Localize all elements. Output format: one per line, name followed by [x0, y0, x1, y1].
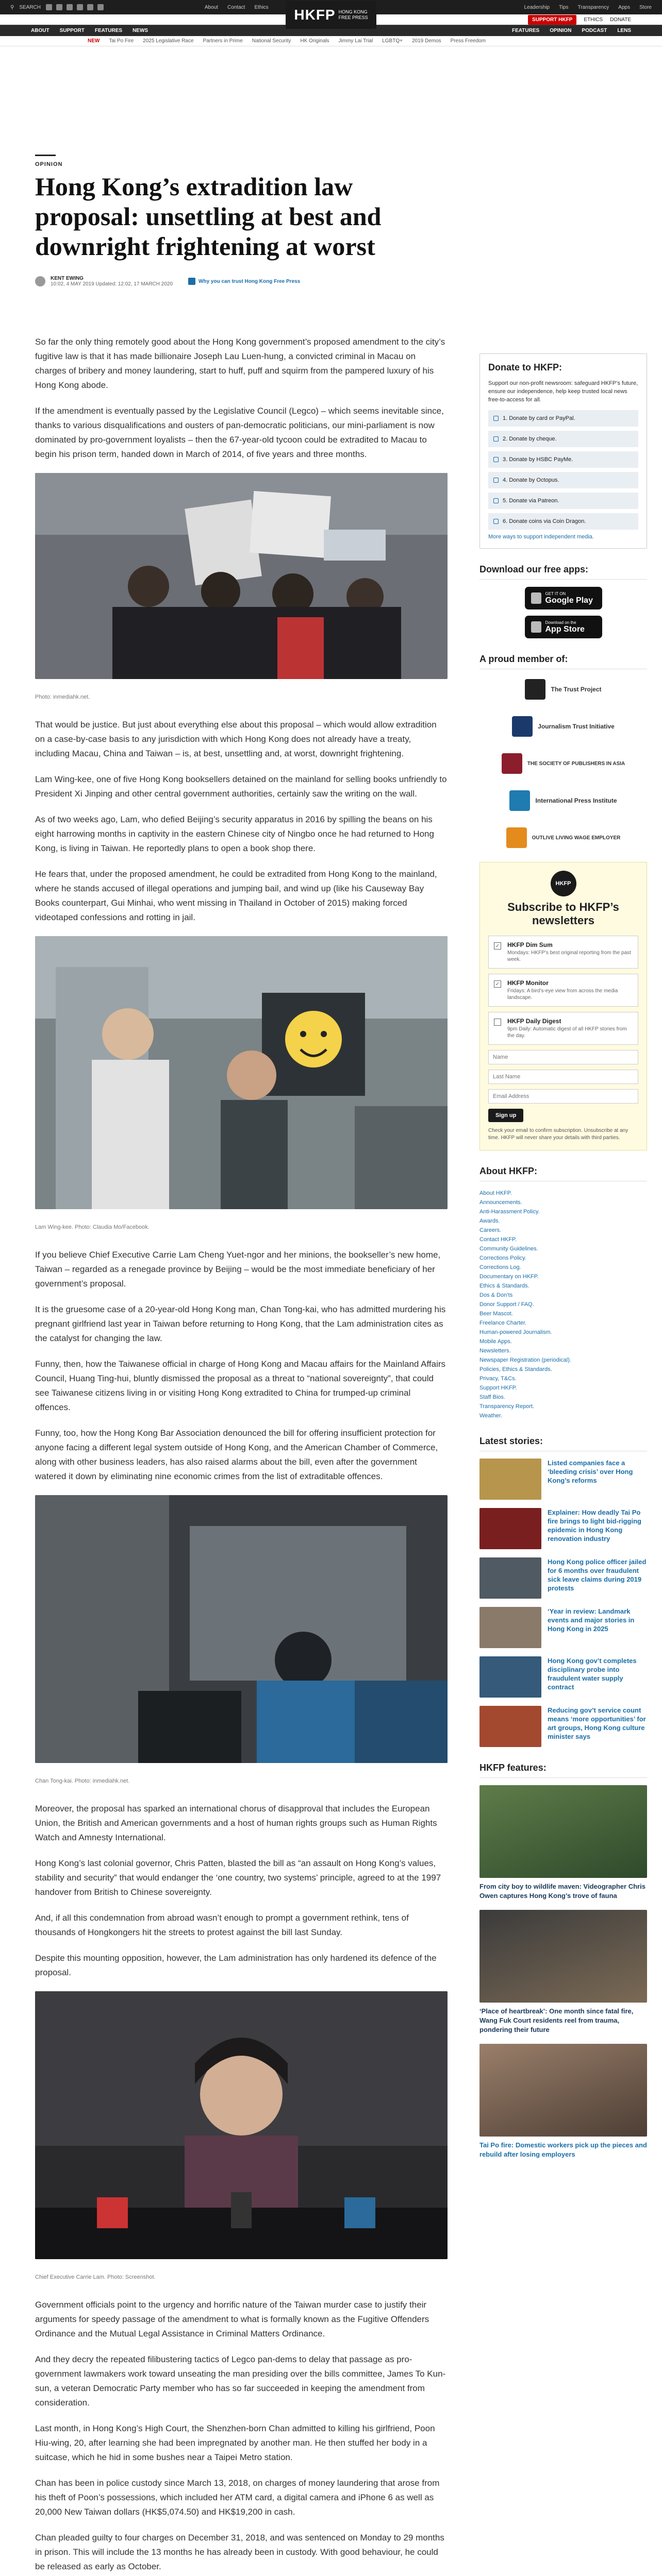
paragraph: It is the gruesome case of a 20-year-old Hong Kong man, Chan Tong-kai, who has admitted murdering his pregnant girlfriend last year in Taiwan before returning to Hong Kong, that the Lam administration cites as the catalyst for changing the law. [35, 1304, 446, 1343]
nav-features[interactable]: FEATURES [94, 28, 123, 33]
trust-project-icon [525, 679, 545, 700]
app-store-small: Download on the [545, 620, 576, 625]
newsletter-note: Check your email to confirm subscription. Unsubscribe at any time. HKFP will never share your details with third parties. [488, 1128, 628, 1141]
feature-link[interactable]: ‘Place of heartbreak’: One month since fatal fire, Wang Fuk Court residents reel from trauma, pondering their future [479, 2007, 634, 2033]
google-play-button[interactable] [525, 587, 602, 609]
subnav-item[interactable]: Press Freedom [450, 38, 486, 44]
story-thumbnail[interactable] [479, 1656, 541, 1698]
about-link[interactable]: Newspaper Registration (periodical). [479, 1357, 571, 1363]
paragraph: And they decry the repeated filibustering tactics of Legco pan-dems to delay that passage as pro-government lawmakers work toward unseating the man presiding over the bills committee, James To Kun-sun, a veteran Democratic Party member who has so far succeeded in keeping the amendment from consideration. [35, 2354, 446, 2408]
subnav-item[interactable]: 2025 Legislative Race [143, 38, 194, 44]
latest-story[interactable] [479, 1607, 647, 1648]
paragraph: Government officials point to the urgency and horrific nature of the Taiwan murder case to justify their arguments for speedy passage of the amendment to what is formally known as the Fugitive Offenders Ordinance and the Mutual Legal Assistance in Criminal Matters Ordinance. [35, 2300, 429, 2338]
newsletter-option-dim-sum[interactable]: ✓ HKFP Dim Sum Mondays: HKFP’s best original reporting from the past week. [488, 936, 638, 969]
about-link[interactable]: Privacy, T&Cs. [479, 1376, 517, 1382]
about-link[interactable]: Donor Support / FAQ. [479, 1301, 534, 1308]
latest-story[interactable] [479, 1557, 647, 1599]
about-link[interactable]: Careers. [479, 1227, 502, 1233]
about-link[interactable]: Weather. [479, 1413, 502, 1419]
nav-news[interactable]: NEWS [133, 28, 148, 33]
story-thumbnail[interactable] [479, 1557, 541, 1599]
features-section [479, 1762, 647, 2159]
email-field[interactable] [488, 1089, 638, 1104]
search-label[interactable]: SEARCH [19, 4, 41, 10]
about-list [479, 1189, 647, 1420]
subnav-item[interactable]: Tai Po Fire [109, 38, 134, 44]
about-link[interactable]: Announcements. [479, 1199, 522, 1206]
checkbox-icon[interactable] [494, 1019, 501, 1026]
trust-badge-label: Why you can trust Hong Kong Free Press [198, 278, 301, 284]
instagram-icon[interactable] [67, 4, 73, 10]
about-link[interactable]: Awards. [479, 1218, 500, 1224]
subnav-item[interactable]: Partners in Prime [203, 38, 243, 44]
subnav-item[interactable]: 2019 Demos [411, 38, 441, 44]
latest-title: Latest stories: [479, 1436, 647, 1451]
living-wage-logo[interactable]: OUTLIVE LIVING WAGE EMPLOYER [479, 825, 647, 851]
about-link[interactable]: About HKFP. [479, 1190, 512, 1196]
donate-card [479, 353, 647, 549]
ipi-logo[interactable]: International Press Institute [479, 788, 647, 814]
photo-caption: Chan Tong-kai. Photo: inmediahk.net. [35, 1778, 130, 1784]
about-link[interactable]: Corrections Policy. [479, 1255, 526, 1261]
about-link[interactable]: Newsletters. [479, 1348, 511, 1354]
feature-link[interactable]: From city boy to wildlife maven: Videographer Chris Owen captures Hong Kong’s trove of fauna [479, 1883, 646, 1900]
feature-image [479, 1910, 647, 2003]
octopus-icon [493, 478, 499, 483]
paragraph: Lam Wing-kee, one of five Hong Kong booksellers detained on the mainland for selling books unfriendly to President Xi Jinping and other central government authorities, certainly saw the writing on the wall. [35, 774, 447, 799]
nav-about[interactable]: ABOUT [31, 28, 49, 33]
nav-opinion[interactable]: OPINION [550, 28, 572, 33]
about-link[interactable]: Anti-Harassment Policy. [479, 1209, 540, 1215]
subnav-item[interactable]: LGBTQ+ [382, 38, 403, 44]
carrie-lam-photo [35, 1991, 448, 2259]
subnav-item[interactable]: National Security [252, 38, 291, 44]
about-link[interactable]: Staff Bios. [479, 1394, 505, 1400]
paragraph: And, if all this condemnation from abroad wasn’t enough to prompt a government rethink, tens of thousands of Hongkongers hit the streets to protest against the bill last Sunday. [35, 1913, 409, 1937]
police-escort-photo [35, 1495, 448, 1763]
subnav-item[interactable]: Jimmy Lai Trial [338, 38, 373, 44]
google-play-small: GET IT ON [545, 591, 566, 596]
article-title: Hong Kong’s extradition law proposal: unsettling at best and downright frightening at worst [35, 172, 382, 261]
topbar-link-transparency[interactable]: Transparency [577, 4, 609, 10]
donate-option-octopus[interactable]: 4. Donate by Octopus. [488, 472, 638, 488]
apple-icon [531, 621, 541, 633]
newsletter-option-daily-digest[interactable]: HKFP Daily Digest 9pm Daily: Automatic digest of all HKFP stories from the day. [488, 1012, 638, 1045]
paragraph: So far the only thing remotely good about the Hong Kong government’s proposed amendment to the city’s fugitive law is that it has made billionaire Joseph Lau Luen-hung, a convicted criminal in Macau on charges of bribery and money laundering, start to huff, puff and squirm from the pampered luxury of his Hong Kong abode. [35, 337, 445, 390]
apps-title: Download our free apps: [479, 564, 647, 580]
topbar-link-contact[interactable]: Contact [227, 4, 245, 10]
checkbox-checked-icon[interactable]: ✓ [494, 942, 501, 950]
author-avatar [35, 276, 45, 286]
jti-icon [512, 716, 533, 737]
member-section [479, 654, 647, 851]
latest-story[interactable] [479, 1508, 647, 1549]
logo-wordmark: HONG KONG FREE PRESS [338, 9, 368, 20]
feature-image [479, 2044, 647, 2137]
about-link[interactable]: Documentary on HKFP. [479, 1274, 539, 1280]
newsletter-title: Subscribe to HKFP’s newsletters [507, 901, 619, 927]
nav-podcast[interactable]: PODCAST [582, 28, 607, 33]
paragraph: If the amendment is eventually passed by the Legislative Council (Legco) – which seems inevitable since, thanks to various disqualifications and ousters of pan-democratic politicians, our mini-parliament is now dominated by pro-government loyalists – then the 67-year-old tycoon could be extradited to Macau to begin his prison term, handed down in March of 2014, of five years and three months. [35, 406, 444, 459]
latest-story[interactable] [479, 1706, 647, 1747]
story-link[interactable]: Explainer: How deadly Tai Po fire brings to light bid-rigging epidemic in Hong Kong renovation industry [548, 1509, 641, 1543]
feature-item[interactable] [479, 1785, 647, 1901]
about-title: About HKFP: [479, 1166, 647, 1181]
google-play-label: Google Play [545, 596, 593, 605]
youtube-icon[interactable] [77, 4, 83, 10]
story-link[interactable]: Listed companies face a ‘bleeding crisis’ over Hong Kong’s reforms [548, 1459, 633, 1484]
donate-option-cheque[interactable]: 2. Donate by cheque. [488, 431, 638, 447]
paragraph: Moreover, the proposal has sparked an international chorus of disapproval that includes the European Union, the British and American governments and a host of human rights groups such as Human Rights Watch and Amnesty International. [35, 1804, 437, 1842]
payme-icon [493, 457, 499, 462]
feature-item[interactable] [479, 2044, 647, 2159]
cheque-icon [493, 436, 499, 442]
app-store-label: App Store [545, 624, 585, 634]
nav-features-2[interactable]: FEATURES [512, 28, 540, 33]
facebook-icon[interactable] [46, 4, 52, 10]
twitter-icon[interactable] [56, 4, 62, 10]
trust-badge[interactable] [188, 278, 300, 285]
features-title: HKFP features: [479, 1762, 647, 1778]
trust-icon [188, 278, 195, 285]
about-link[interactable]: Human-powered Journalism. [479, 1329, 552, 1335]
bookseller-photo [35, 936, 448, 1209]
sopa-logo[interactable]: THE SOCIETY OF PUBLISHERS IN ASIA [479, 751, 647, 776]
about-link[interactable]: Transparency Report. [479, 1403, 534, 1410]
protest-photo [35, 473, 448, 679]
photo-caption: Lam Wing-kee. Photo: Claudia Mo/Facebook. [35, 1224, 150, 1230]
social-icons [46, 4, 104, 10]
paragraph: Hong Kong’s last colonial governor, Chris Patten, blasted the bill as “an assault on Hong Kong’s values, stability and security” that would endanger the ‘one country, two systems’ principle, agreed to at the 1997 handover from British to Chinese sovereignty. [35, 1858, 441, 1897]
article-body [35, 335, 448, 2576]
ipi-icon [509, 790, 530, 811]
google-play-icon [531, 592, 541, 604]
paragraph: As of two weeks ago, Lam, who defied Beijing’s security apparatus in 2016 by spilling the beans on his eight harrowing months in captivity in the eastern Chinese city of Ningbo once he had returned to Hong Kong, is living in Taiwan. He reportedly plans to open a book shop there. [35, 815, 434, 853]
feature-link[interactable]: Tai Po fire: Domestic workers pick up the pieces and rebuild after losing employers [479, 2141, 647, 2158]
donate-option-patreon[interactable]: 5. Donate via Patreon. [488, 493, 638, 509]
topbar-link-apps[interactable]: Apps [618, 4, 631, 10]
patreon-icon [493, 498, 499, 503]
about-link[interactable]: Policies, Ethics & Standards. [479, 1366, 552, 1372]
story-link[interactable]: Reducing gov’t service count means ‘more opportunities’ for art groups, Hong Kong culture minister says [548, 1706, 646, 1740]
sopa-icon [502, 753, 522, 774]
rss-icon[interactable] [97, 4, 104, 10]
name-field[interactable] [488, 1050, 638, 1064]
photo-caption: Chief Executive Carrie Lam. Photo: Screenshot. [35, 2274, 156, 2280]
coin-icon [493, 519, 499, 524]
trust-project-logo[interactable]: The Trust Project [479, 676, 647, 702]
nav-support[interactable]: SUPPORT [59, 28, 85, 33]
latest-story[interactable] [479, 1459, 647, 1500]
app-store-button[interactable] [525, 616, 602, 638]
topbar-link-about[interactable]: About [204, 4, 218, 10]
latest-stories [479, 1436, 647, 1747]
support-button[interactable]: SUPPORT HKFP [528, 15, 576, 25]
about-link[interactable]: Freelance Charter. [479, 1320, 527, 1326]
paragraph: Funny, too, how the Hong Kong Bar Association denounced the bill for offering insufficient protection for anyone facing a different legal system outside of Hong Kong, and the American Chamber of Commerce, along with other business leaders, has also raised alarms about the bill, even after the government watered it down by eliminating nine economic crimes from the list of extraditable offences. [35, 1428, 438, 1481]
signup-button[interactable]: Sign up [488, 1109, 523, 1122]
story-link[interactable]: Hong Kong gov’t completes disciplinary probe into fraudulent water supply contract [548, 1657, 637, 1691]
category-label[interactable]: OPINION [35, 161, 63, 167]
sub-nav [0, 36, 662, 46]
donate-intro: Support our non-profit newsroom: safeguard HKFP’s future, ensure our independence, help keep trusted local news free-to-access for all. [488, 380, 638, 403]
newsletter-signup [479, 862, 647, 1150]
article-header [35, 155, 458, 313]
topbar-link-tips[interactable]: Tips [558, 4, 569, 10]
newsletter-logo: HKFP [551, 871, 576, 896]
story-link[interactable]: Hong Kong police officer jailed for 6 months over fraudulent sick leave claims during 2019 protests [548, 1558, 647, 1592]
story-thumbnail[interactable] [479, 1607, 541, 1648]
subnav-item[interactable]: HK Originals [300, 38, 329, 44]
about-link[interactable]: Ethics & Standards. [479, 1283, 529, 1289]
paragraph: Chan has been in police custody since March 13, 2018, on charges of money laundering that arose from his theft of Poon’s possessions, which included her ATM card, a digital camera and iPhone 6 as well as 20,000 New Taiwan dollars (HK$5,074.50) and HK$19,200 in cash. [35, 2478, 440, 2517]
card-icon [493, 416, 499, 421]
sidebar [479, 353, 647, 2168]
photo-caption: Photo: inmediahk.net. [35, 694, 90, 700]
about-link[interactable]: Dos & Don’ts [479, 1292, 513, 1298]
topbar-link-leadership[interactable]: Leadership [524, 4, 550, 10]
topbar-link-ethics[interactable]: Ethics [254, 4, 269, 10]
paragraph: Funny, then, how the Taiwanese official in charge of Hong Kong and Macau affairs for the Mainland Affairs Council, Huang Ting-hui, bluntly dismissed the proposal as a threat to “national sovereignty”, that could see Taiwanese citizens living in or visiting Hong Kong extradited to China for trumped-up criminal offences. [35, 1359, 446, 1412]
donate-option-card[interactable]: 1. Donate by card or PayPal. [488, 410, 638, 427]
about-link[interactable]: Beer Mascot. [479, 1311, 513, 1317]
story-thumbnail[interactable] [479, 1459, 541, 1500]
about-link[interactable]: Mobile Apps. [479, 1338, 512, 1345]
paragraph: Last month, in Hong Kong’s High Court, the Shenzhen-born Chan admitted to killing his girlfriend, Poon Hiu-wing, 20, after learning she had been impregnated by another man. He then stuffed her body in a suitcase, which he hid in some bushes near a Taipei Metro station. [35, 2424, 435, 2462]
more-ways-link[interactable]: More ways to support independent media. [488, 534, 594, 540]
member-title: A proud member of: [479, 654, 647, 669]
about-link[interactable]: Community Guidelines. [479, 1246, 538, 1252]
living-wage-icon [506, 827, 527, 848]
donate-option-coins[interactable]: 6. Donate coins via Coin Dragon. [488, 513, 638, 530]
paragraph: That would be justice. But just about everything else about this proposal – which would allow extradition on a case-by-case basis to any jurisdiction with which Hong Kong does not already have a treaty, including Macau, China and Taiwan – is, at best, unsettling and, at worst, downright frightening. [35, 720, 437, 758]
jti-logo[interactable]: Journalism Trust Initiative [479, 714, 647, 739]
story-thumbnail[interactable] [479, 1508, 541, 1549]
author-name[interactable]: KENT EWING [51, 276, 84, 281]
newsletter-option-monitor[interactable]: ✓ HKFP Monitor Fridays: A bird’s-eye view from across the media landscape. [488, 974, 638, 1007]
donate-title: Donate to HKFP: [488, 362, 562, 372]
paragraph: He fears that, under the proposed amendment, he could be extradited from Hong Kong to the mainland, where he stands accused of illegal operations and jumping bail, and wind up (like his Causeway Bay Books counterpart, Gui Minhai, who went missing in Thailand in October of 2015) making forced videotaped confessions and rotting in jail. [35, 869, 437, 922]
paragraph: If you believe Chief Executive Carrie Lam Cheng Yuet-ngor and her minions, the bookseller’s new home, Taiwan – regarded as a renegade province by Beijing – would be the most immediate beneficiary of her government’s proposal. [35, 1250, 441, 1289]
about-section [479, 1166, 647, 1420]
about-link[interactable]: Corrections Log. [479, 1264, 521, 1270]
search-icon[interactable]: ⚲ [10, 4, 14, 10]
article-dates: 10:02, 4 MAY 2019 Updated: 12:02, 17 MARCH 2020 [51, 281, 173, 287]
about-link[interactable]: Contact HKFP. [479, 1236, 517, 1243]
feature-item[interactable] [479, 1910, 647, 2035]
paragraph: Despite this mounting opposition, however, the Lam administration has only hardened its defence of the proposal. [35, 1953, 437, 1977]
paragraph: Chan pleaded guilty to four charges on December 31, 2018, and was sentenced on Monday to 29 months in prison. This will include the 13 months he has already been in custody. With good behaviour, he could be released as early as October. [35, 2533, 444, 2571]
subnav-new-badge: NEW [88, 38, 100, 44]
about-link[interactable]: Support HKFP. [479, 1385, 517, 1391]
topbar-link-store[interactable]: Store [639, 4, 652, 10]
checkbox-checked-icon[interactable]: ✓ [494, 980, 501, 988]
donate-link[interactable]: DONATE [610, 16, 631, 23]
site-logo[interactable] [286, 1, 376, 29]
story-link[interactable]: ‘Year in review: Landmark events and major stories in Hong Kong in 2025 [548, 1607, 635, 1633]
latest-story[interactable] [479, 1656, 647, 1698]
telegram-icon[interactable] [87, 4, 93, 10]
ethics-link[interactable]: ETHICS [584, 16, 603, 23]
story-thumbnail[interactable] [479, 1706, 541, 1747]
logo-mark: HKFP [294, 7, 336, 23]
nav-lens[interactable]: LENS [617, 28, 631, 33]
apps-section [479, 564, 647, 638]
last-name-field[interactable] [488, 1070, 638, 1084]
byline [35, 276, 458, 287]
category-rule [35, 155, 56, 156]
feature-image [479, 1785, 647, 1878]
donate-option-payme[interactable]: 3. Donate by HSBC PayMe. [488, 451, 638, 468]
